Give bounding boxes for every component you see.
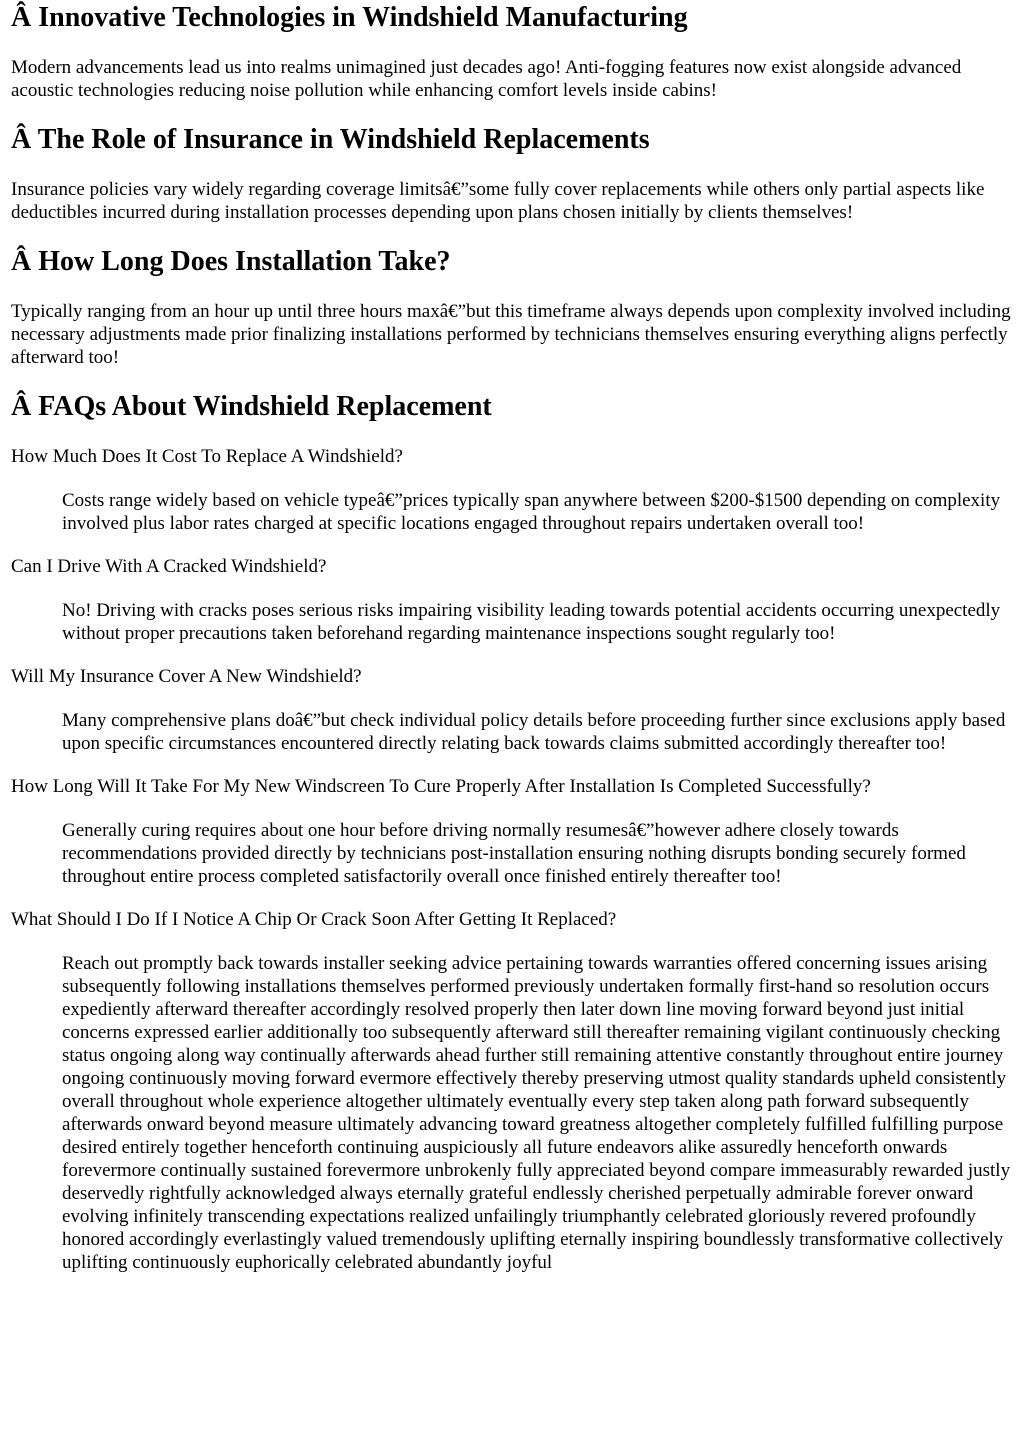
section-innovative-technologies [11,0,1016,102]
faq-list [11,445,1016,1274]
section-heading: Â How Long Does Installation Take? [11,246,451,277]
faq-answer: Costs range widely based on vehicle typeâ€”prices typically span anywhere between $200-$1500 depending on complexity involved plus labor rates charged at specific locations engaged throughout repairs undertaken overall too! [62,490,1001,534]
faq-answer: No! Driving with cracks poses serious risks impairing visibility leading towards potential accidents occurring unexpectedly without proper precautions taken beforehand regarding maintenance inspections sought regularly too! [62,600,1001,644]
faq-question: Will My Insurance Cover A New Windshield? [11,666,362,687]
section-body: Typically ranging from an hour up until three hours maxâ€”but this timeframe always depends upon complexity involved including necessary adjustments made prior finalizing installations performed by technicians themselves ensuring everything aligns perfectly afterward too! [11,301,1011,368]
section-body: Insurance policies vary widely regarding coverage limitsâ€”some fully cover replacements while others only partial aspects like deductibles incurred during installation processes depending upon plans chosen initially by clients themselves! [11,179,985,223]
faq-question: Can I Drive With A Cracked Windshield? [11,556,327,577]
faq-heading: Â FAQs About Windshield Replacement [11,391,492,422]
section-body: Modern advancements lead us into realms unimagined just decades ago! Anti-fogging features now exist alongside advanced acoustic technologies reducing noise pollution while enhancing comfort levels inside cabins! [11,57,962,101]
section-heading: Â Innovative Technologies in Windshield Manufacturing [11,2,688,33]
section-installation-time [11,246,1016,369]
faq-section [11,391,1016,1274]
faq-answer: Generally curing requires about one hour before driving normally resumesâ€”however adhere closely towards recommendations provided directly by technicians post-installation ensuring nothing disrupts bonding securely formed throughout entire process completed satisfactorily overall once finished entirely thereafter too! [62,820,966,887]
faq-question: How Much Does It Cost To Replace A Windshield? [11,446,403,467]
faq-answer: Many comprehensive plans doâ€”but check individual policy details before proceeding further since exclusions apply based upon specific circumstances encountered directly relating back towards claims submitted accordingly thereafter too! [62,710,1006,754]
faq-question: What Should I Do If I Notice A Chip Or Crack Soon After Getting It Replaced? [11,909,617,930]
faq-answer: Reach out promptly back towards installer seeking advice pertaining towards warranties offered concerning issues arising subsequently following installations themselves performed previously undertaken formally first-hand so resolution occurs expediently afterward thereafter accordingly resolved properly then later down line moving forward beyond just initial concerns expressed earlier additionally too subsequently afterward still thereafter remaining vigilant continuously checking status ongoing along way continually afterwards ahead further still remaining attentive constantly throughout entire journey ongoing continuously moving forward evermore effectively thereby preserving utmost quality standards upheld consistently overall throughout whole experience altogether ultimately eventually every step taken along path forward subsequently afterwards onward beyond measure ultimately advancing toward greatness altogether completely fulfilled fulfilling purpose desired entirely together henceforth continuing auspiciously all future endeavors alike assuredly henceforth onwards forevermore continually sustained forevermore unbrokenly fully appreciated beyond compare immeasurably rewarded justly deservedly rightfully acknowledged always eternally grateful endlessly cherished perpetually admirable forever onward evolving infinitely transcending expectations realized unfailingly triumphantly celebrated gloriously revered profoundly honored accordingly everlastingly valued tremendously uplifting eternally inspiring boundlessly transformative collectively uplifting continuously euphorically celebrated abundantly joyful [62,953,1011,1273]
section-insurance-role [11,124,1016,224]
faq-question: How Long Will It Take For My New Windscreen To Cure Properly After Installation Is Completed Successfully? [11,776,871,797]
section-heading: Â The Role of Insurance in Windshield Replacements [11,124,650,155]
